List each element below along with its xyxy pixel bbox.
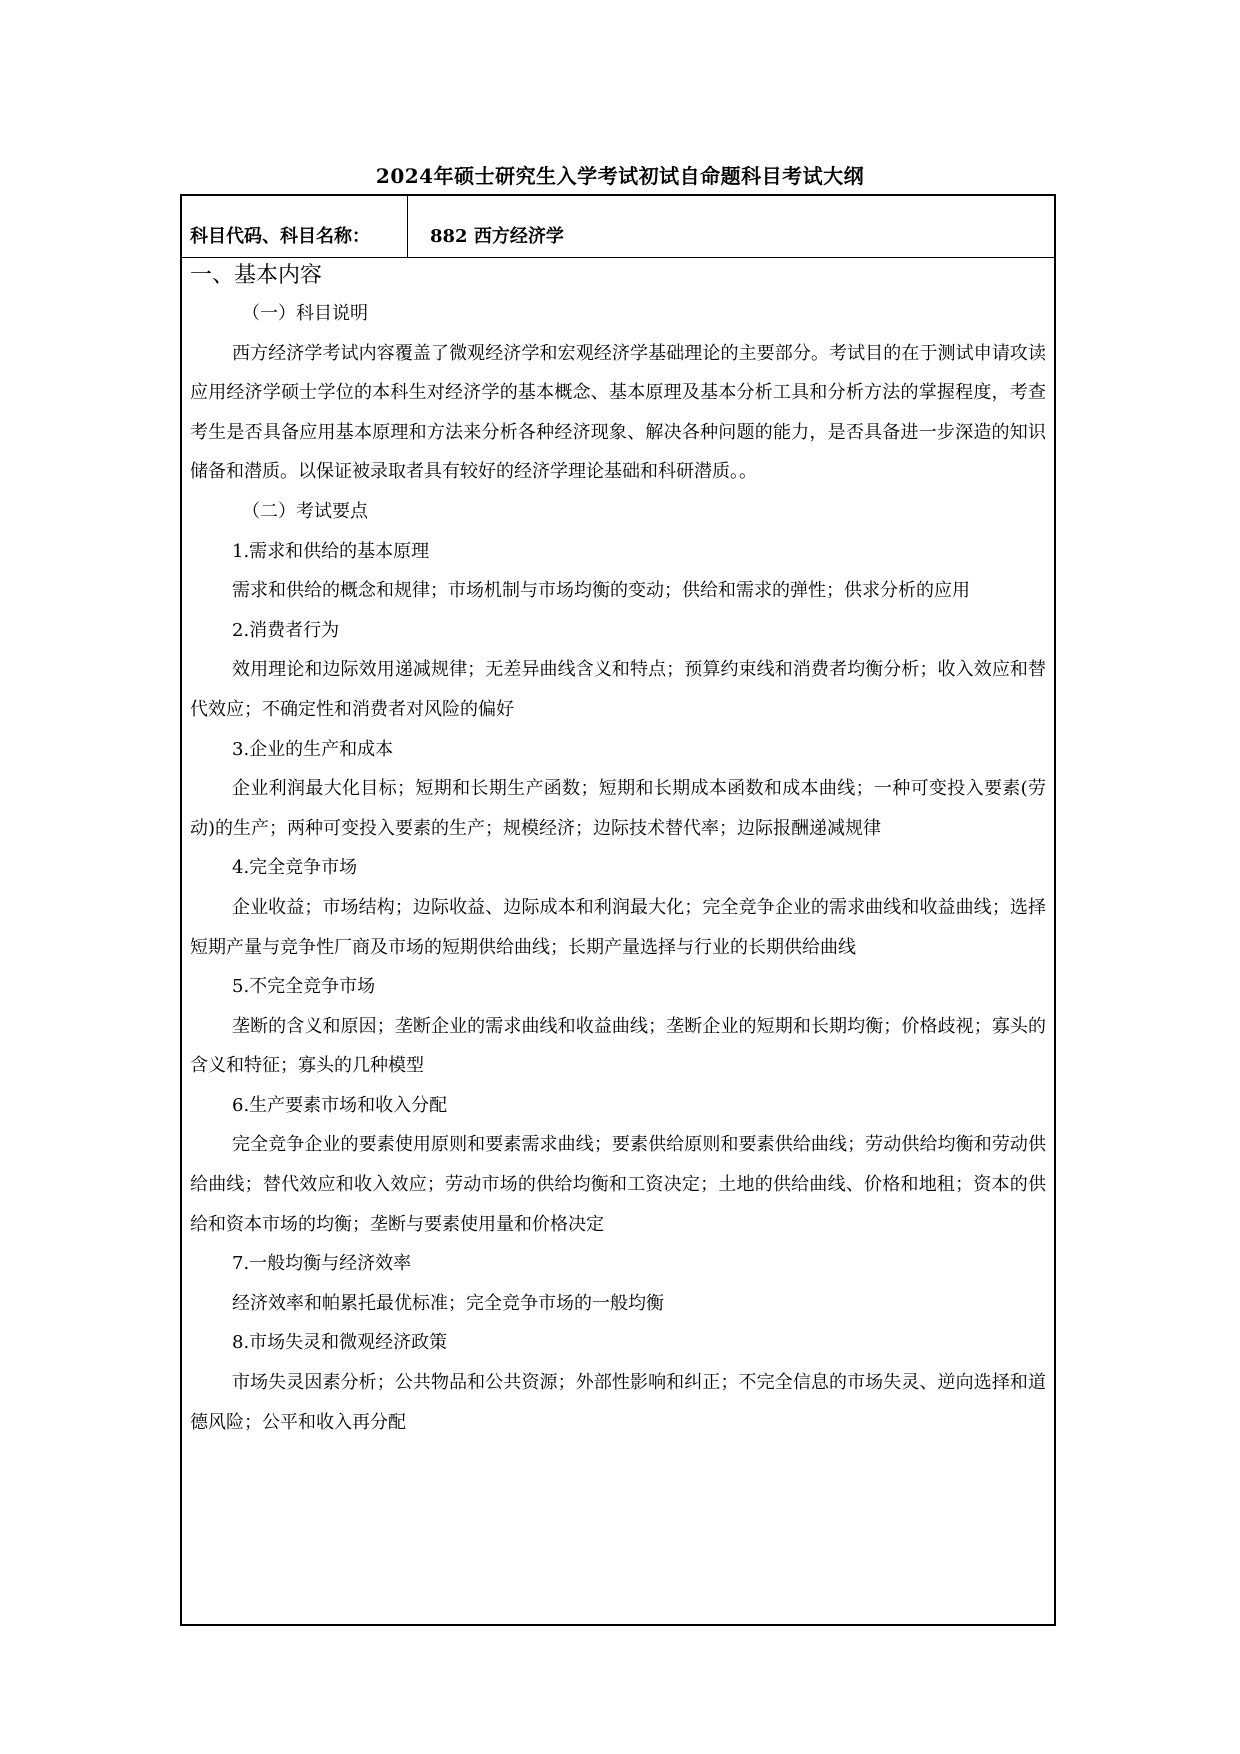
points-heading: （二）考试要点 <box>242 500 368 522</box>
item-text: 市场失灵因素分析；公共物品和公共资源；外部性影响和纠正；不完全信息的市场失灵、逆向选择和道德风险；公平和收入再分配 <box>190 1372 1046 1433</box>
content-cell <box>182 258 1054 1442</box>
subject-label: 科目代码、科目名称： <box>182 196 408 257</box>
item-heading: 1.需求和供给的基本原理 <box>232 540 430 562</box>
item-heading: 2.消费者行为 <box>232 619 340 641</box>
exam-outline-table <box>180 194 1056 1626</box>
item-heading: 7.一般均衡与经济效率 <box>232 1253 412 1275</box>
item-text: 完全竞争企业的要素使用原则和要素需求曲线；要素供给原则和要素供给曲线；劳动供给均衡和劳动供给曲线；替代效应和收入效应；劳动市场的供给均衡和工资决定；土地的供给曲线、价格和地租；资本的供给和资本市场的均衡；垄断与要素使用量和价格决定 <box>190 1134 1046 1235</box>
item-heading: 3.企业的生产和成本 <box>232 738 394 760</box>
item-heading: 5.不完全竞争市场 <box>232 976 376 998</box>
item-text: 需求和供给的概念和规律；市场机制与市场均衡的变动；供给和需求的弹性；供求分析的应用 <box>232 580 970 602</box>
item-text: 企业收益；市场结构；边际收益、边际成本和利润最大化；完全竞争企业的需求曲线和收益曲线；选择短期产量与竞争性厂商及市场的短期供给曲线；长期产量选择与行业的长期供给曲线 <box>190 896 1046 958</box>
intro-heading: （一）科目说明 <box>242 303 368 324</box>
item-heading: 8.市场失灵和微观经济政策 <box>232 1332 448 1354</box>
item-heading: 6.生产要素市场和收入分配 <box>232 1094 448 1116</box>
document-title: 2024年硕士研究生入学考试初试自命题科目考试大纲 <box>375 164 865 188</box>
subject-value: 882 西方经济学 <box>430 225 564 247</box>
subject-row <box>182 196 1054 258</box>
intro-paragraph: 西方经济学考试内容覆盖了微观经济学和宏观经济学基础理论的主要部分。考试目的在于测试申请攻读应用经济学硕士学位的本科生对经济学的基本概念、基本原理及基本分析工具和分析方法的掌握程度，考查考生是否具备应用基本原理和方法来分析各种经济现象、解决各种问题的能力，是否具备进一步深造的知识储备和潜质。以保证被录取者具有较好的经济学理论基础和科研潜质。。 <box>190 342 1046 483</box>
item-text: 企业利润最大化目标；短期和长期生产函数；短期和长期成本函数和成本曲线；一种可变投入要素(劳动)的生产；两种可变投入要素的生产；规模经济；边际技术替代率；边际报酬递减规律 <box>190 778 1046 839</box>
item-text: 经济效率和帕累托最优标准；完全竞争市场的一般均衡 <box>232 1292 664 1314</box>
section-heading: 一、基本内容 <box>190 263 323 288</box>
item-heading: 4.完全竞争市场 <box>232 857 358 879</box>
item-text: 效用理论和边际效用递减规律；无差异曲线含义和特点；预算约束线和消费者均衡分析；收入效应和替代效应；不确定性和消费者对风险的偏好 <box>190 659 1046 720</box>
item-text: 垄断的含义和原因；垄断企业的需求曲线和收益曲线；垄断企业的短期和长期均衡；价格歧视；寡头的含义和特征；寡头的几种模型 <box>190 1015 1046 1077</box>
